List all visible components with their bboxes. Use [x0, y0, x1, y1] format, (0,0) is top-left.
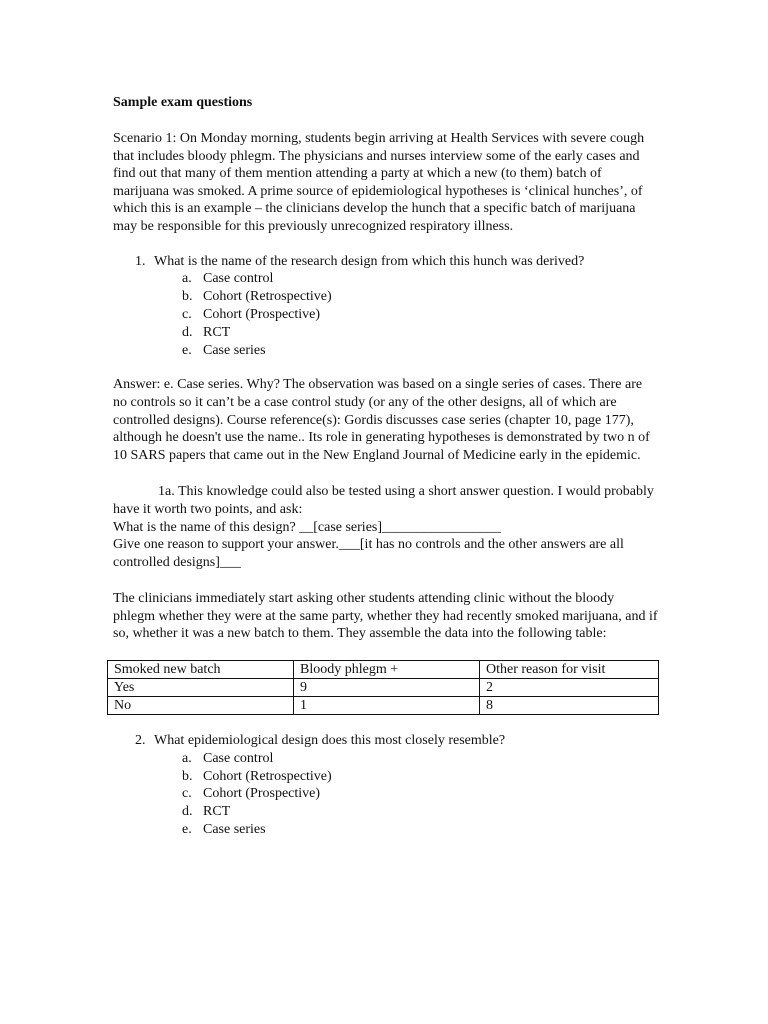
question-1-number: 1. — [135, 253, 146, 269]
document-page — [113, 93, 658, 839]
question-2-number: 2. — [135, 733, 146, 749]
table-cell: Yes — [108, 679, 294, 697]
table-cell: 8 — [480, 697, 659, 715]
table-header-cell: Bloody phlegm + — [294, 661, 480, 679]
option-item: c. Cohort (Prospective) — [182, 786, 321, 802]
table-cell: 1 — [294, 697, 480, 715]
option-item: a. Case control — [182, 271, 274, 287]
page-title: Sample exam questions — [113, 95, 253, 110]
option-item: a. Case control — [182, 750, 274, 766]
scenario-paragraph: Scenario 1: On Monday morning, students begin arriving at Health Services with severe cough that includes bloody phlegm. The physicians and nurses interview some of the early cases and find out that many of them mention attending a party at which a new (to them) batch of marijuana was smoked. A prime source of epidemiological hypotheses is ‘clinical hunches’, of which this is an example – the clinicians develop the hunch that a specific batch of marijuana may be responsible for this previously unrecognized respiratory illness. — [113, 131, 645, 234]
question-1-text: What is the name of the research design from which this hunch was derived? — [154, 253, 585, 269]
option-item: d. RCT — [182, 804, 231, 820]
question-2 — [113, 732, 658, 750]
table-header-cell: Other reason for visit — [480, 661, 659, 679]
clinicians-paragraph: The clinicians immediately start asking other students attending clinic without the bloody phlegm whether they were at the same party, whether they had recently smoked marijuana, and if so, whether it was a new batch to them. They assemble the data into the following table: — [113, 591, 658, 642]
table-row — [108, 697, 659, 715]
table-header-row — [108, 661, 659, 679]
question-1 — [113, 253, 658, 271]
table-cell: 9 — [294, 679, 480, 697]
option-item: b. Cohort (Retrospective) — [182, 768, 332, 784]
data-table — [107, 660, 659, 715]
question-1a-intro: 1a. This knowledge could also be tested using a short answer question. I would probably have it worth two points, and ask: — [113, 484, 654, 517]
option-item: b. Cohort (Retrospective) — [182, 289, 332, 305]
question-2-options — [113, 750, 658, 839]
option-item: c. Cohort (Prospective) — [182, 306, 321, 322]
table-cell: No — [108, 697, 294, 715]
question-1a-line-1: What is the name of this design? __[case series]_________________ — [113, 519, 502, 535]
table-cell: 2 — [480, 679, 659, 697]
question-1a-line-2: Give one reason to support your answer.___[it has no controls and the other answers are all controlled designs]___ — [113, 537, 624, 570]
answer-1-paragraph: Answer: e. Case series. Why? The observation was based on a single series of cases. There are no controls so it can’t be a case control study (or any of the other designs, all of which are controlled designs). Course reference(s): Gordis discusses case series (chapter 10, page 177), although he doesn't use the name.. Its role in generating hypotheses is demonstrated by two n of 10 SARS papers that came out in the New England Journal of Medicine early in the epidemic. — [113, 377, 650, 463]
table-row — [108, 679, 659, 697]
option-item: e. Case series — [182, 342, 266, 358]
option-item: d. RCT — [182, 324, 231, 340]
question-1-options — [113, 270, 658, 359]
question-2-text: What epidemiological design does this most closely resemble? — [154, 733, 506, 749]
option-item: e. Case series — [182, 822, 266, 838]
table-header-cell: Smoked new batch — [108, 661, 294, 679]
